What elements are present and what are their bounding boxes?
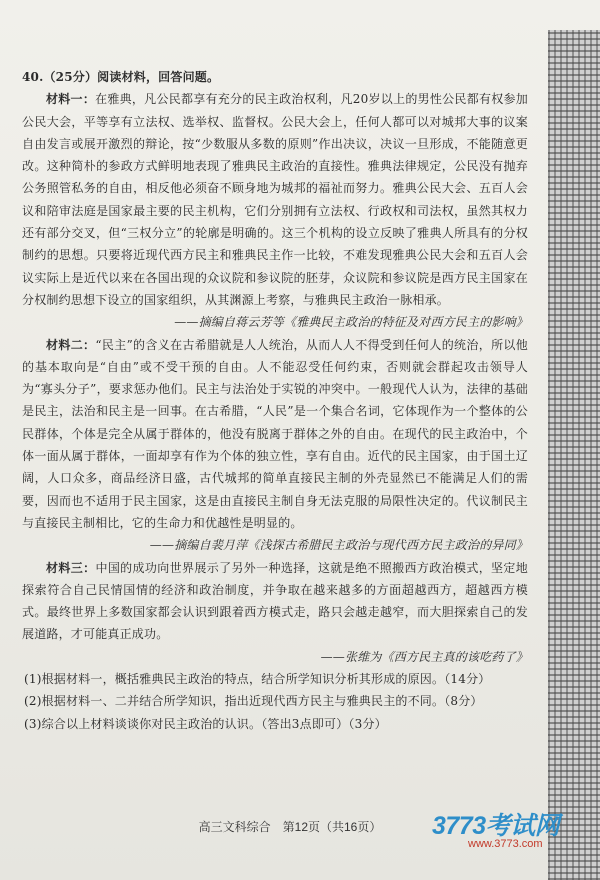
binding-strip — [548, 30, 600, 880]
material-1 — [22, 88, 528, 311]
watermark-url: www.3773.com — [468, 838, 543, 850]
watermark-logo: 3773考试网 — [432, 812, 560, 840]
material-1-source: ——摘编自蒋云芳等《雅典民主政治的特征及对西方民主的影响》 — [174, 315, 528, 330]
material-3-source: ——张维为《西方民主真的该吃药了》 — [320, 649, 528, 664]
sub-question-1: (1)根据材料一，概括雅典民主政治的特点，结合所学知识分析其形成的原因。（14分） — [24, 672, 491, 687]
material-2-text: “民主”的含义在古希腊就是人人统治，从而人人不得受到任何人的统治，所以他的基本取向是“自由”或不受干预的自由。人不能忍受任何约束，否则就会群起攻击领导人为“寡头分子”，要求惩办他们。民主与法治处于实锐的冲突中。一般现代人认为，法律的基础是民主，法治和民主是一回事。在古希腊，“人民”是一个集合名词，它体现作为一个整体的公民群体，个体是完全从属于群体的，他没有脱离于群体之外的自由。在现代的民主政治中，个体一面从属于群体，一面却享有作为个体的独立性，享有自由。近代的民主国家，由于国土辽阔，人口众多，商品经济日盛，古代城邦的简单直接民主制的外壳显然已不能满足人们的需要，因而也不适用于民主国家，这是由直接民主制自身无法克服的局限性决定的。代议制民主与直接民主制相比，它的生命力和优越性是明显的。 — [22, 337, 528, 530]
material-2-label: 材料二： — [46, 337, 96, 352]
question-header: 40.（25分）阅读材料，回答问题。 — [22, 70, 220, 84]
material-2-source: ——摘编自裴月萍《浅探古希腊民主政治与现代西方民主政治的异同》 — [149, 538, 528, 553]
material-2 — [22, 334, 528, 535]
page-footer: 高三文科综合 第12页（共16页） — [198, 820, 382, 834]
question-block — [22, 66, 528, 735]
material-3 — [22, 557, 528, 646]
sub-question-3: (3)综合以上材料谈谈你对民主政治的认识。（答出3点即可）（3分） — [24, 716, 387, 731]
material-1-text: 在雅典，凡公民都享有充分的民主政治权利，凡20岁以上的男性公民都有权参加公民大会，平等享有立法权、选举权、监督权。公民大会上，任何人都可以对城邦大事的议案自由发言或展开激烈的辩论，按“少数服从多数的原则”作出决议，决议一旦形成，不能随意更改。这种简朴的参政方式鲜明地表现了雅典民主政治的直接性。雅典法律规定，公民没有抛弃公务照管私务的自由，相反他必须奋不顾身地为城邦的福祉而努力。雅典公民大会、五百人会议和陪审法庭是国家最主要的民主机构，它们分别拥有立法权、行政权和司法权，虽然其权力还有部分交叉，但“三权分立”的轮廓是明确的。这三个机构的设立反映了雅典人所具有的分权制约的思想。只要将近现代西方民主和雅典民主作一比较，不难发现雅典公民大会和五百人会议实际上是近代以来在各国出现的众议院和参议院的胚芽，众议院和参议院是西方民主国家在分权制约思想下设立的国家组织，从其渊源上考察，与雅典民主政治一脉相承。 — [22, 92, 528, 307]
sub-question-2: (2)根据材料一、二并结合所学知识，指出近现代西方民主与雅典民主的不同。（8分） — [24, 694, 483, 709]
material-1-label: 材料一： — [46, 92, 96, 107]
material-3-label: 材料三： — [46, 560, 96, 575]
material-3-text: 中国的成功向世界展示了另外一种选择，这就是绝不照搬西方政治模式，坚定地探索符合自己民情国情的经济和政治制度，并争取在越来越多的方面超越西方，超越西方模式。最终世界上多数国家都会认识到跟着西方模式走，路只会越走越窄，而大胆探索自己的发展道路，才可能真正成功。 — [22, 560, 528, 642]
